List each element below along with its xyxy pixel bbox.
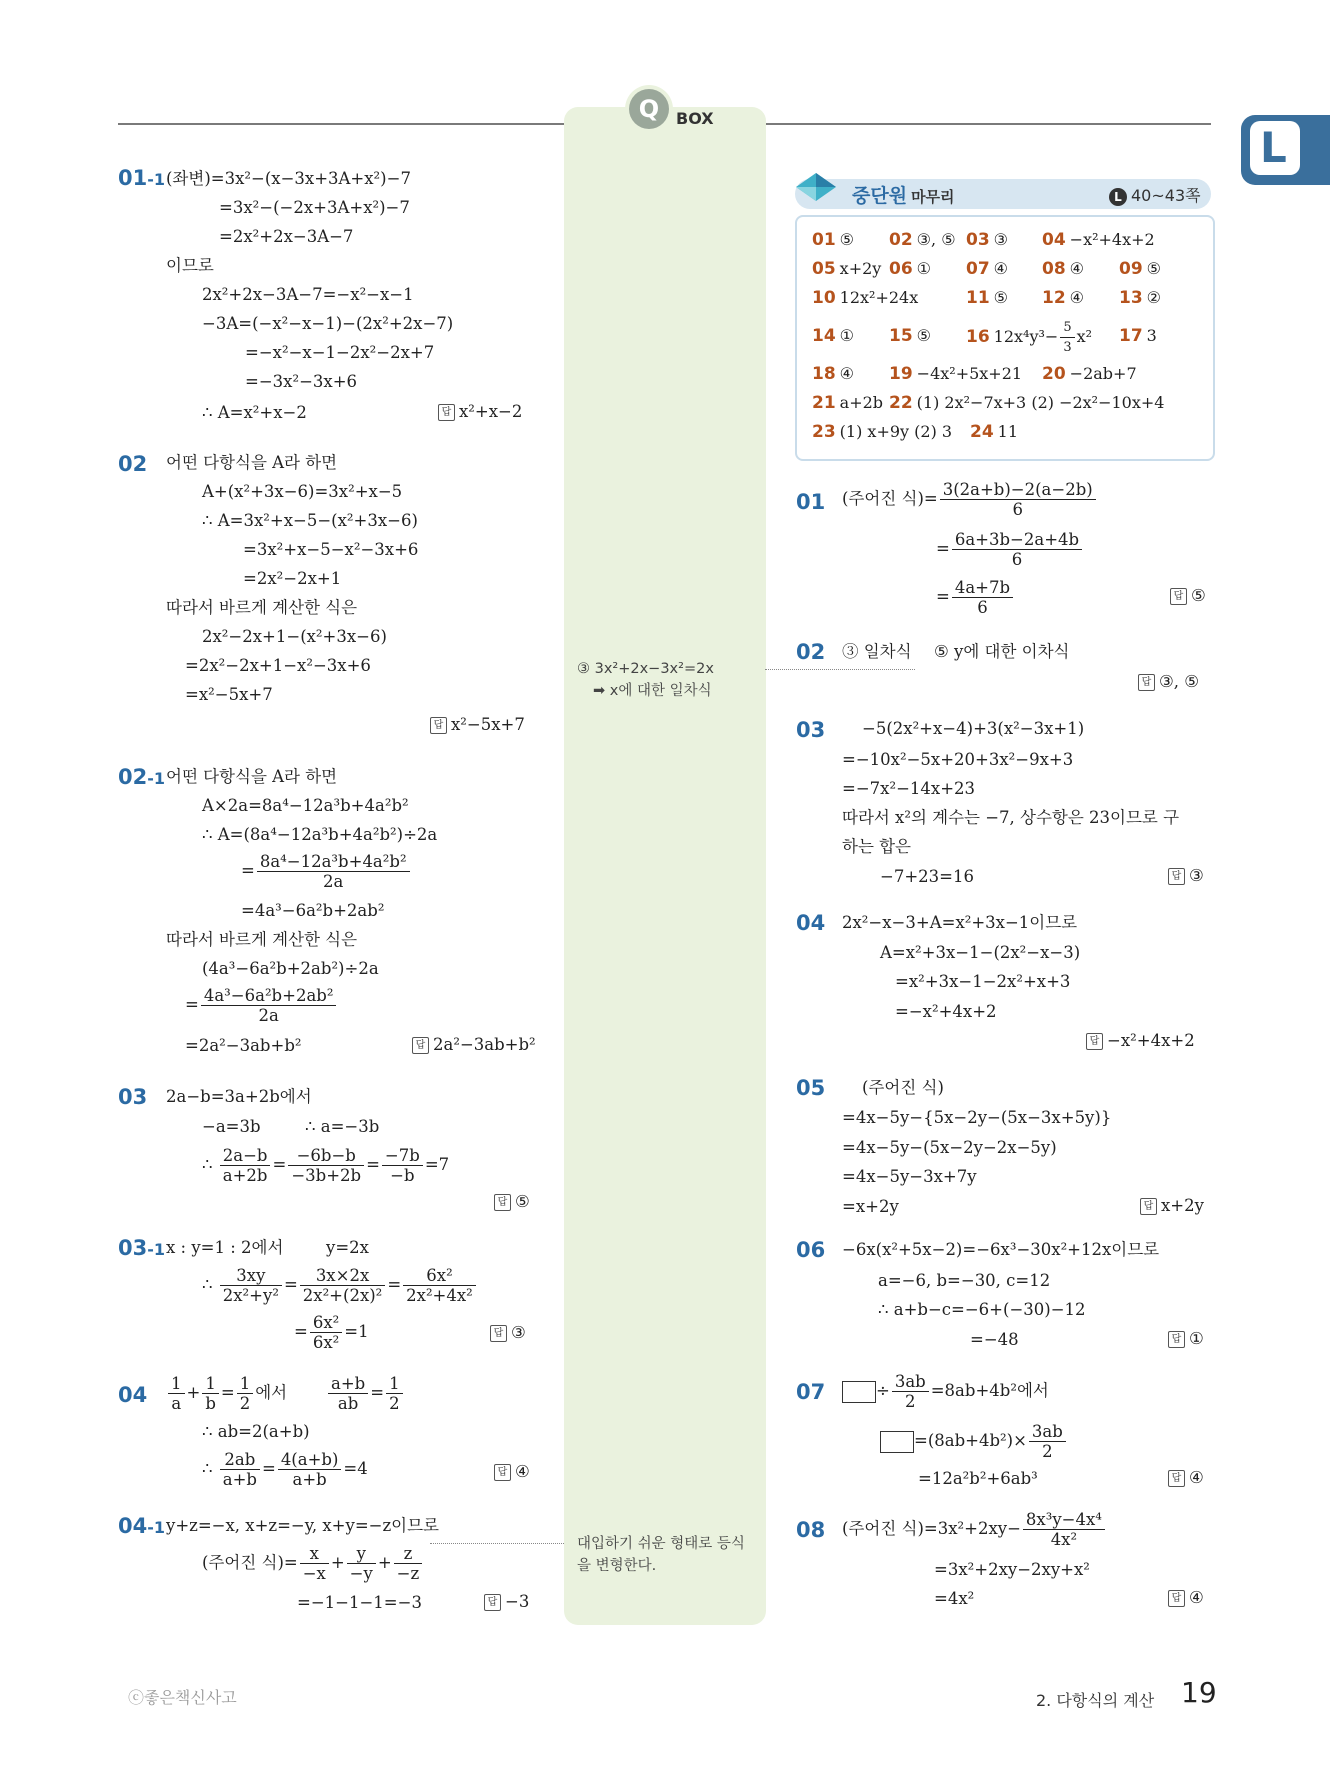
answer: 답 −3 xyxy=(484,1592,529,1611)
solution-line: =x²−5x+7 xyxy=(185,685,273,704)
fraction-line: =(8ab+4b²)× $\frac{3ab}{2}$ xyxy=(880,1422,1068,1461)
solution-line: y=2x xyxy=(326,1238,369,1257)
solution-line: =4x² xyxy=(934,1589,975,1608)
answer: 답 x²−5x+7 xyxy=(430,715,525,734)
problem-number: 03-1 xyxy=(118,1236,166,1260)
solution-line: =4x−5y−{5x−2y−(5x−3x+5y)} xyxy=(842,1108,1112,1127)
solution-line: 하는 합은 xyxy=(842,837,912,856)
solution-line: =−1−1−1=−3 xyxy=(297,1593,422,1612)
qbox-note: 대입하기 쉬운 형태로 등식 을 변형한다. xyxy=(577,1536,745,1574)
problem-number: 02 xyxy=(796,640,826,664)
page-number: 19 xyxy=(1181,1676,1217,1709)
answer: 답 ④ xyxy=(1168,1588,1204,1607)
solution-line: =3x²+x−5−x²−3x+6 xyxy=(243,540,419,559)
solution-line: −7+23=16 xyxy=(880,867,974,886)
fraction-line: (주어진 식)= $\frac{3(2a+b)-2(a-2b)}{6}$ xyxy=(842,480,1098,519)
section-tab-letter: L xyxy=(1260,123,1287,172)
solution-line: =2a²−3ab+b² xyxy=(185,1036,302,1055)
solution-line: ∴ a=−3b xyxy=(305,1117,380,1136)
answer-key-item: 01 ⑤ xyxy=(812,230,855,250)
answer-mark-icon: 답 xyxy=(1168,1470,1185,1487)
solution-line: −a=3b xyxy=(202,1117,261,1136)
problem-number: 01-1 xyxy=(118,166,166,190)
answer-key-item: 14 ① xyxy=(812,326,855,346)
qbox-column xyxy=(564,107,766,1625)
answer-key-item: 15 ⑤ xyxy=(889,326,932,346)
answer-mark-icon: 답 xyxy=(494,1464,511,1481)
solution-line: 따라서 x²의 계수는 −7, 상수항은 23이므로 구 xyxy=(842,808,1180,827)
fraction-line: (주어진 식)=3x²+2xy− $\frac{\text{8x³y−4x⁴}}{\text{4x²}}$ xyxy=(842,1510,1107,1549)
problem-number: 03 xyxy=(796,718,826,742)
solution-line: =4x−5y−(5x−2y−2x−5y) xyxy=(842,1138,1057,1157)
fraction-line: ∴ $\frac{3xy}{\text{2x²+y²}}$ = $\frac{3x\times 2x}{\text{2x²+(2x)²}}$ = $\frac{\text{6x²}}{\text{2x²+4x²}}$ xyxy=(202,1266,478,1305)
problem-number: 06 xyxy=(796,1238,826,1262)
fraction-line: = $\frac{\text{6x²}}{\text{6x²}}$ =1 xyxy=(294,1313,369,1352)
answer: 답 ⑤ xyxy=(1170,586,1206,605)
answer-key-item: 08 ④ xyxy=(1042,259,1085,279)
solution-line: 2x²−x−3+A=x²+3x−1이므로 xyxy=(842,913,1078,932)
solution-line: −6x(x²+5x−2)=−6x³−30x²+12x이므로 xyxy=(842,1240,1160,1259)
answer-key-item: 24 11 xyxy=(970,422,1019,442)
answer-key-item: 05 x+2y xyxy=(812,259,882,279)
solution-line: ③ 일차식 xyxy=(842,642,912,661)
problem-number: 04 xyxy=(796,911,826,935)
solution-line: 2a−b=3a+2b에서 xyxy=(166,1087,312,1106)
problem-number: 02 xyxy=(118,452,148,476)
solution-line: =3x²+2xy−2xy+x² xyxy=(934,1560,1090,1579)
solution-line: ∴ A=3x²+x−5−(x²+3x−6) xyxy=(202,511,418,530)
answer-key-item: 22 (1) 2x²−7x+3 (2) −2x²−10x+4 xyxy=(889,393,1165,413)
solution-line: 2x²+2x−3A−7=−x²−x−1 xyxy=(202,285,414,304)
answer-mark-icon: 답 xyxy=(490,1325,507,1342)
answer-key-item: 07 ④ xyxy=(966,259,1009,279)
solution-line: ⑤ y에 대한 이차식 xyxy=(934,642,1070,661)
answer-key-item: 09 ⑤ xyxy=(1119,259,1162,279)
solution-line: A×2a=8a⁴−12a³b+4a²b² xyxy=(202,796,409,815)
solution-line: A+(x²+3x−6)=3x²+x−5 xyxy=(202,482,403,501)
solution-line: (4a³−6a²b+2ab²)÷2a xyxy=(202,959,379,978)
fraction-line: = $\frac{6a+3b-2a+4b}{6}$ xyxy=(936,530,1084,569)
solution-line: x : y=1 : 2에서 xyxy=(166,1238,284,1257)
answer-mark-icon: 답 xyxy=(494,1194,511,1211)
solution-line: ∴ A=(8a⁴−12a³b+4a²b²)÷2a xyxy=(202,825,438,844)
solution-line: =3x²−(−2x+3A+x²)−7 xyxy=(219,198,410,217)
answer: 답 x+2y xyxy=(1140,1196,1204,1215)
solution-line: 따라서 바르게 계산한 식은 xyxy=(166,598,358,617)
solution-line: 어떤 다항식을 A라 하면 xyxy=(166,453,338,472)
answer-mark-icon: 답 xyxy=(412,1037,429,1054)
answer-key-item: 21 a+2b xyxy=(812,393,884,413)
answer-key-item: 04 −x²+4x+2 xyxy=(1042,230,1155,250)
answer-key-item: 12 ④ xyxy=(1042,288,1085,308)
answer-key-item: 02 ③, ⑤ xyxy=(889,230,956,250)
solution-line: ∴ a+b−c=−6+(−30)−12 xyxy=(878,1300,1086,1319)
answer-mark-icon: 답 xyxy=(1140,1198,1157,1215)
fraction-line: = $\frac{\text{4a³−6a²b+2ab²}}{2a}$ xyxy=(185,986,338,1025)
answer: 답 x²+x−2 xyxy=(438,402,522,421)
answer: 답 ③, ⑤ xyxy=(1138,672,1199,691)
answer-mark-icon: 답 xyxy=(1168,868,1185,885)
solution-line: (주어진 식) xyxy=(862,1078,944,1097)
solution-line: =−x²−x−1−2x²−2x+7 xyxy=(245,343,435,362)
fraction-line: $\frac{1}{a}$ + $\frac{1}{b}$ = $\frac{1}{2}$ 에서 xyxy=(166,1374,287,1413)
solution-line: =4a³−6a²b+2ab² xyxy=(241,901,385,920)
solution-line: =4x−5y−3x+7y xyxy=(842,1167,977,1186)
solution-line: (좌변)=3x²−(x−3x+3A+x²)−7 xyxy=(166,169,411,188)
blank-box xyxy=(842,1381,876,1403)
solution-line: =2x²+2x−3A−7 xyxy=(219,227,354,246)
qbox-badge: Q xyxy=(629,89,669,129)
fraction-line: (주어진 식)= $\frac{x}{-x}$ + $\frac{y}{-y}$ + $\frac{z}{-z}$ xyxy=(202,1544,424,1583)
solution-line: =−48 xyxy=(970,1330,1019,1349)
cube-icon xyxy=(794,167,838,207)
answer: 답 2a²−3ab+b² xyxy=(412,1035,536,1054)
solution-line: 이므로 xyxy=(166,256,214,275)
chapter-title: 2. 다항식의 계산 xyxy=(1036,1691,1155,1710)
fraction-line: ∴ $\frac{2a-b}{a+2b}$ = $\frac{-6b-b}{-3b+2b}$ = $\frac{-7b}{-b}$ =7 xyxy=(202,1146,450,1185)
answer-key-item: 17 3 xyxy=(1119,326,1157,346)
answer: 답 ④ xyxy=(494,1462,530,1481)
solution-line: =−10x²−5x+20+3x²−9x+3 xyxy=(842,750,1074,769)
answer-key-item: 18 ④ xyxy=(812,364,855,384)
answer-mark-icon: 답 xyxy=(1168,1590,1185,1607)
problem-number: 07 xyxy=(796,1380,826,1404)
qbox-note: ③ 3x²+2x−3x²=2x ➡ x에 대한 일차식 xyxy=(577,661,714,699)
leader-line xyxy=(430,1543,564,1544)
blank-box xyxy=(880,1431,914,1453)
answer-mark-icon: 답 xyxy=(1138,674,1155,691)
answer-key-item: 20 −2ab+7 xyxy=(1042,364,1137,384)
answer-key-item: 06 ① xyxy=(889,259,932,279)
problem-number: 04 xyxy=(118,1383,148,1407)
problem-number: 01 xyxy=(796,490,826,514)
answer-key-item: 23 (1) x+9y (2) 3 xyxy=(812,422,953,442)
answer: 답 ⑤ xyxy=(494,1192,530,1211)
solution-line: 2x²−2x+1−(x²+3x−6) xyxy=(202,627,387,646)
answer-mark-icon: 답 xyxy=(1168,1331,1185,1348)
solution-line: 어떤 다항식을 A라 하면 xyxy=(166,767,338,786)
qbox-label: BOX xyxy=(676,109,714,128)
lesson-icon: L xyxy=(1109,188,1127,206)
answer-mark-icon: 답 xyxy=(430,717,447,734)
solution-line: ∴ A=x²+x−2 xyxy=(202,403,307,422)
problem-number: 02-1 xyxy=(118,765,166,789)
solution-line: 따라서 바르게 계산한 식은 xyxy=(166,930,358,949)
solution-line: =2x²−2x+1 xyxy=(243,569,342,588)
answer-key-item: 11 ⑤ xyxy=(966,288,1009,308)
answer: 답 ③ xyxy=(490,1323,526,1342)
solution-line: A=x²+3x−1−(2x²−x−3) xyxy=(880,943,1081,962)
solution-line: =x+2y xyxy=(842,1197,899,1216)
solution-line: ∴ ab=2(a+b) xyxy=(202,1422,310,1441)
answer: 답 ① xyxy=(1168,1329,1204,1348)
fraction-line: $\frac{a+b}{ab}$ = $\frac{1}{2}$ xyxy=(326,1374,405,1413)
solution-line: a=−6, b=−30, c=12 xyxy=(878,1271,1051,1290)
problem-number: 08 xyxy=(796,1518,826,1542)
page-reference: L 40~43쪽 xyxy=(1109,183,1201,206)
solution-line: =−7x²−14x+23 xyxy=(842,779,976,798)
solution-line: =2x²−2x+1−x²−3x+6 xyxy=(185,656,371,675)
copyright: ⓒ좋은책신사고 xyxy=(128,1688,237,1707)
problem-number: 05 xyxy=(796,1076,826,1100)
solution-line: y+z=−x, x+z=−y, x+y=−z이므로 xyxy=(166,1516,439,1535)
solution-line: −5(2x²+x−4)+3(x²−3x+1) xyxy=(862,719,1085,738)
problem-number: 04-1 xyxy=(118,1514,166,1538)
answer: 답 ③ xyxy=(1168,866,1204,885)
solution-line: =x²+3x−1−2x²+x+3 xyxy=(895,972,1071,991)
answer-mark-icon: 답 xyxy=(1170,588,1187,605)
fraction-line: = $\frac{4a+7b}{6}$ xyxy=(936,578,1015,617)
answer-key-item: 16 12x⁴y³− $\frac{5}{3}$ x² xyxy=(966,320,1093,355)
answer-mark-icon: 답 xyxy=(438,404,455,421)
fraction-line: ∴ $\frac{2ab}{a+b}$ = $\frac{4(a+b)}{a+b}$ =4 xyxy=(202,1450,368,1489)
answer-key-item: 03 ③ xyxy=(966,230,1009,250)
solution-line: =12a²b²+6ab³ xyxy=(918,1469,1038,1488)
leader-line xyxy=(765,669,915,670)
fraction-line: = $\frac{\text{8a⁴−12a³b+4a²b²}}{2a}$ xyxy=(241,852,412,891)
answer: 답 −x²+4x+2 xyxy=(1086,1031,1195,1050)
solution-line: −3A=(−x²−x−1)−(2x²+2x−7) xyxy=(202,314,454,333)
answer-key-item: 19 −4x²+5x+21 xyxy=(889,364,1023,384)
answer-key-item: 10 12x²+24x xyxy=(812,288,919,308)
solution-line: =−x²+4x+2 xyxy=(895,1002,997,1021)
answer-mark-icon: 답 xyxy=(484,1594,501,1611)
solution-line: =−3x²−3x+6 xyxy=(245,372,358,391)
fraction-line: ÷ $\frac{3ab}{2}$ =8ab+4b²에서 xyxy=(842,1372,1049,1411)
answer-mark-icon: 답 xyxy=(1086,1033,1103,1050)
answer-key-item: 13 ② xyxy=(1119,288,1162,308)
answer: 답 ④ xyxy=(1168,1468,1204,1487)
summary-title: 중단원 마무리 xyxy=(852,185,955,207)
problem-number: 03 xyxy=(118,1085,148,1109)
